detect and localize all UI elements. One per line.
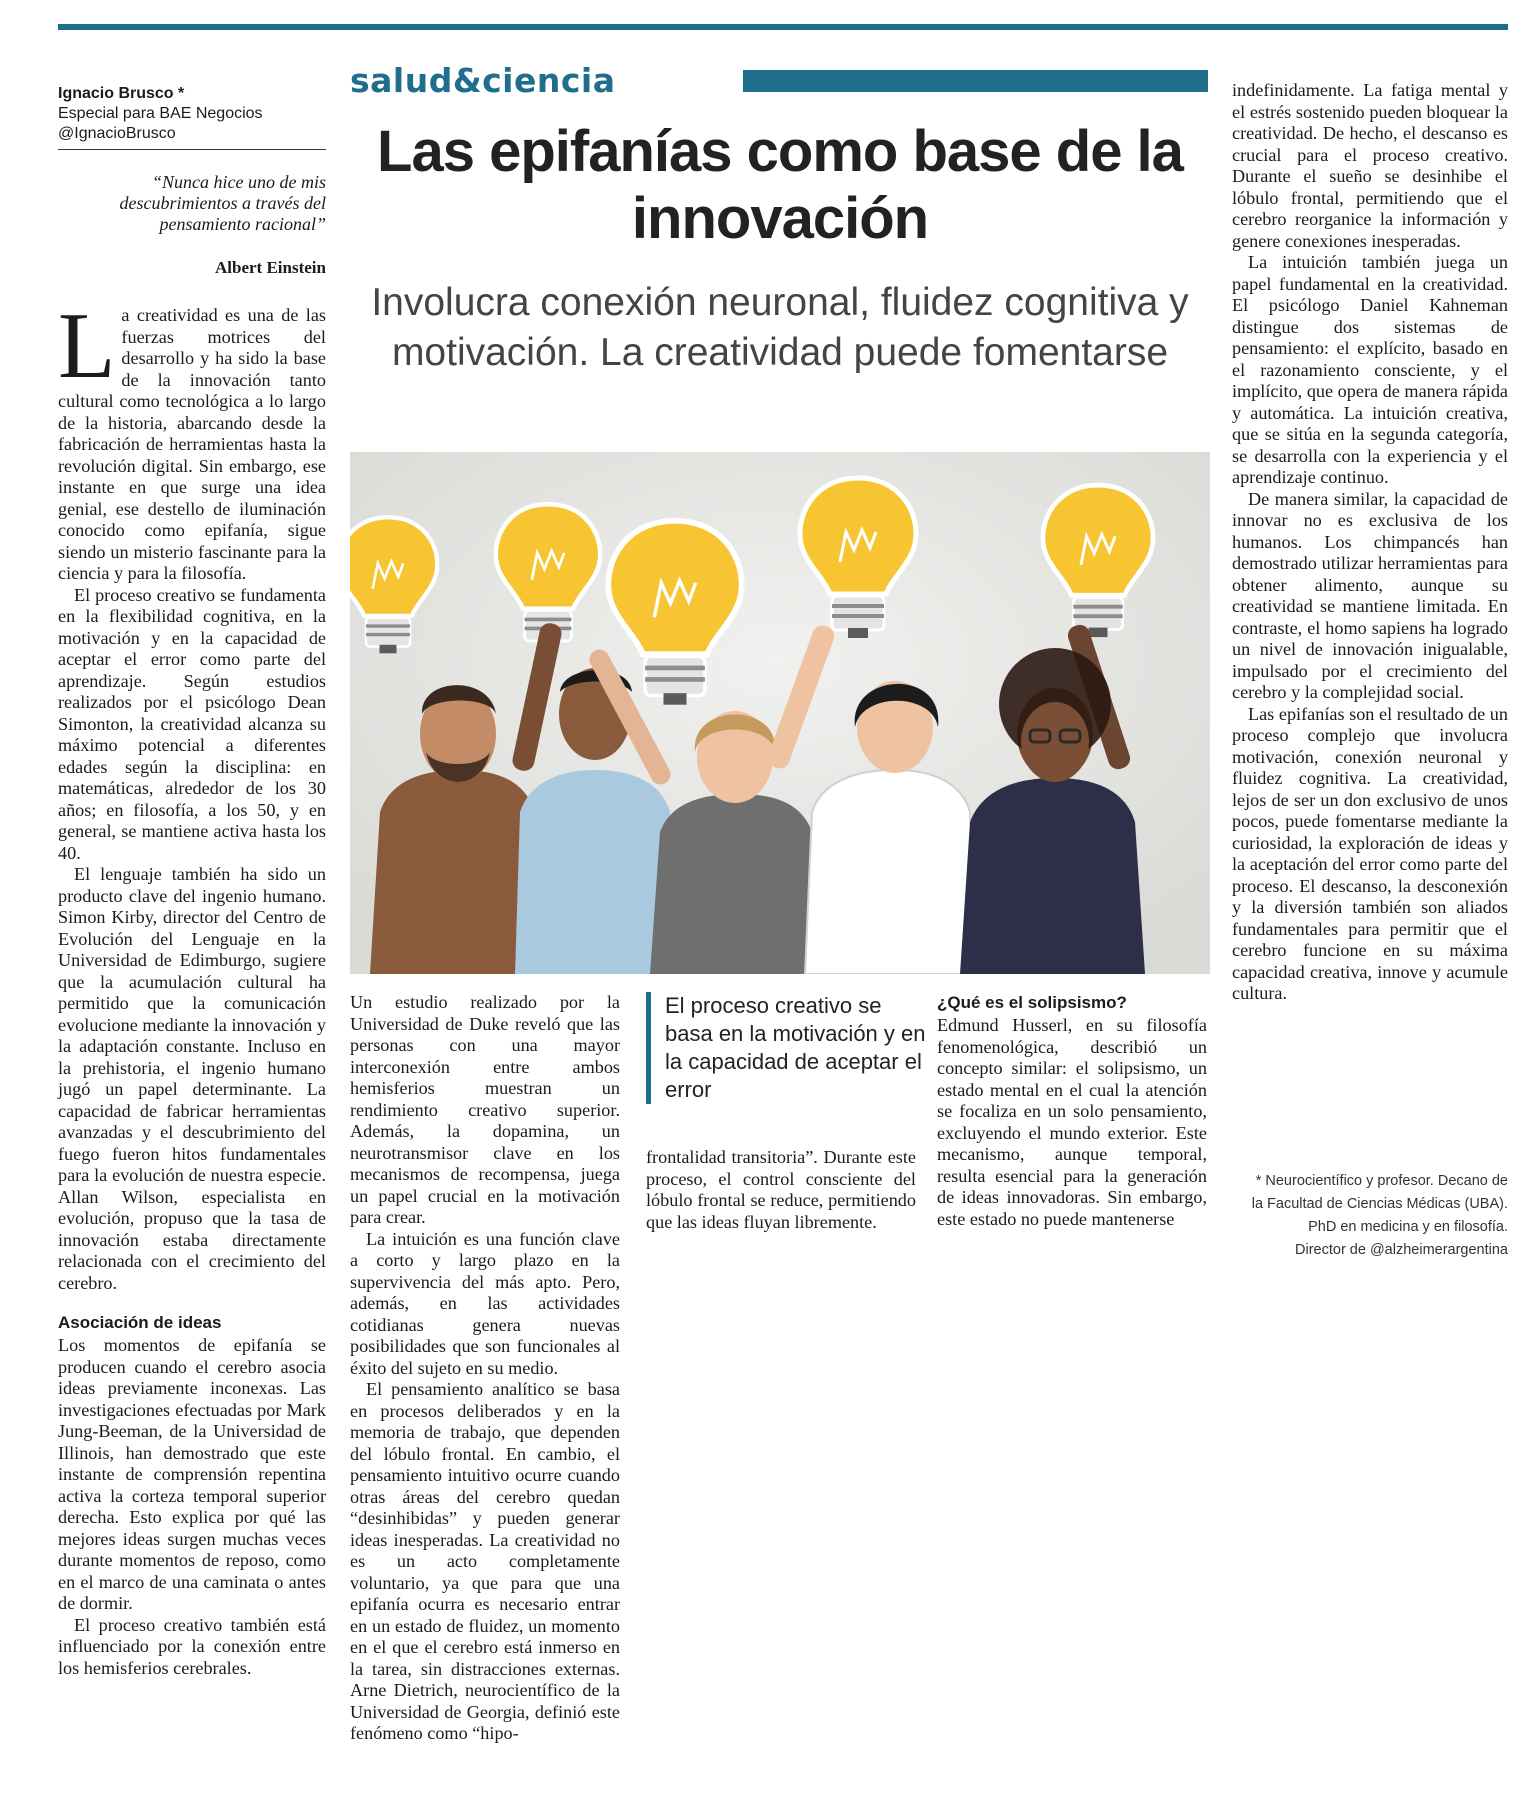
author-outlet: Especial para BAE Negocios [58, 105, 263, 122]
paragraph: Las epifanías son el resultado de un proceso complejo que involucra motivación, conexión neuronal y fluidez cognitiva. La creatividad, lejos de ser un don exclusivo de unos pocos, puede fomentarse mediante la curiosidad, la exploración de ideas y la aceptación del error como parte del proceso. El descanso, la desconexión y la diversión también son aliados fundamentales para permitir que el cerebro funcione en su máxima capacidad creativa, innove y acumule cultura. [1232, 703, 1508, 1003]
article-photo [350, 452, 1210, 974]
paragraph: El pensamiento analítico se basa en procesos deliberados y en la memoria de trabajo, que dependen del lóbulo frontal. En cambio, el pensamiento intuitivo ocurre cuando otras áreas del cerebro quedan “desinhibidas” y pueden generar ideas inesperadas. La creatividad no es un acto completamente voluntario, ya que para que una epifanía ocurra es necesario entrar en un estado de fluidez, un momento en el que el cerebro está inmerso en la tarea, sin distracciones externas. Arne Dietrich, neurocientífico de la Universidad de Georgia, definió este fenómeno como “hipo- [350, 1379, 620, 1743]
author-footnote [1232, 1170, 1508, 1262]
paragraph: El lenguaje también ha sido un producto clave del ingenio humano. Simon Kirby, director del Centro de Evolución del Lenguaje en la Universidad de Edimburgo, sugiere que la acumulación cultural ha permitido que la comunicación evolucione mediante la innovación y la adaptación constante. Incluso en la prehistoria, el ingenio humano jugó un papel determinante. La capacidad de fabricar herramientas avanzadas y el descubrimiento del fuego fueron hitos fundamentales para la evolución de nuestra especie. Allan Wilson, especialista en evolución, propuso que la tasa de innovación estaba directamente relacionada con el crecimiento del cerebro. [58, 864, 326, 1293]
epigraph-quote: “Nunca hice uno de mis descubrimientos a través del pensamiento racional” [119, 172, 326, 234]
headline: Las epifanías como base de la innovación [377, 119, 1183, 251]
paragraph: Un estudio realizado por la Universidad de Duke reveló que las personas con una mayor interconexión entre ambos hemisferios muestran un rendimiento creativo superior. Además, la dopamina, un neurotransmisor clave en los mecanismos de recompensa, juega un papel crucial en la motivación para crear. [350, 992, 620, 1227]
column-3 [646, 1147, 916, 1233]
byline-divider [58, 149, 326, 150]
footnote-line: Director de @alzheimerargentina [1295, 1242, 1508, 1258]
pull-quote: El proceso creativo se basa en la motivación y en la capacidad de aceptar el error [646, 992, 927, 1104]
paragraph: indefinidamente. La fatiga mental y el estrés sostenido pueden bloquear la creatividad. De hecho, el descanso es crucial para el proceso creativo. Durante el sueño se desinhibe el lóbulo frontal, permitiendo que el cerebro reorganice la información y genere conexiones inesperadas. [1232, 80, 1508, 251]
epigraph-author: Albert Einstein [215, 258, 326, 277]
paragraph: El proceso creativo se fundamenta en la flexibilidad cognitiva, en la motivación y en la capacidad de aceptar el error como parte del aprendizaje. Según estudios realizados por el psicólogo Dean Simonton, la creatividad alcanza su máximo potencial a diferentes edades según la disciplina: en matemáticas, alrededor de los 30 años; en filosofía, a los 50, y en general, se mantiene activa hasta los 40. [58, 584, 326, 863]
column-1 [58, 294, 326, 1679]
lead-paragraph [58, 294, 326, 585]
paragraph: Los momentos de epifanía se producen cuando el cerebro asocia ideas previamente inconexas. Las investigaciones efectuadas por Mark Jung-Beeman, de la Universidad de Illinois, han demostrado que este instante de comprensión repentina activa la corteza temporal superior derecha. Esto explica por qué las mejores ideas surgen muchas veces durante momentos de reposo, como en el marco de una caminata o antes de dormir. [58, 1335, 326, 1613]
footnote-line: * Neurocientífico y profesor. Decano de [1255, 1173, 1508, 1189]
top-rule [58, 24, 1508, 30]
author-handle[interactable]: @IgnacioBrusco [58, 125, 176, 142]
column-4 [937, 992, 1207, 1230]
column-2 [350, 992, 620, 1745]
deck: Involucra conexión neuronal, fluidez cognitiva y motivación. La creatividad puede fomentarse [371, 281, 1189, 374]
author-name: Ignacio Brusco * [58, 85, 185, 102]
section-bar [743, 70, 1208, 92]
subheading: ¿Qué es el solipsismo? [937, 993, 1127, 1012]
photo-illustration [350, 452, 1210, 974]
paragraph-text: a creatividad es una de las fuerzas motrices del desarrollo y ha sido la base de la innovación tanto cultural como tecnológica a lo largo de la historia, abarcando desde la fabricación de herramientas hasta la revolución digital. Sin embargo, ese instante en que surge una idea genial, ese destello de iluminación conocido como epifanía, sigue siendo un misterio fascinante para la ciencia y para la filosofía. [58, 305, 326, 583]
subheading: Asociación de ideas [58, 1313, 222, 1332]
byline [58, 84, 326, 144]
footnote-line: la Facultad de Ciencias Médicas (UBA). [1251, 1196, 1508, 1212]
drop-cap: L [58, 294, 116, 398]
paragraph: El proceso creativo también está influenciado por la conexión entre los hemisferios cerebrales. [58, 1614, 326, 1678]
footnote-line: PhD en medicina y en filosofía. [1308, 1219, 1508, 1235]
paragraph: La intuición también juega un papel fundamental en la creatividad. El psicólogo Daniel Kahneman distingue dos sistemas de pensamiento: el explícito, basado en el razonamiento consciente, y el implícito, que opera de manera rápida y automática. La intuición creativa, que se sitúa en la segunda categoría, se desarrolla con la experiencia y el aprendizaje continuo. [1232, 252, 1508, 487]
section-label: salud&ciencia [350, 61, 616, 100]
paragraph: De manera similar, la capacidad de innovar no es exclusiva de los humanos. Los chimpancés han demostrado utilizar herramientas para obtener alimento, aunque su creatividad se mantiene limitada. En contraste, el homo sapiens ha logrado un nivel de innovación inigualable, impulsado por el crecimiento del cerebro y la complejidad social. [1232, 488, 1508, 702]
paragraph: frontalidad transitoria”. Durante este proceso, el control consciente del lóbulo frontal se reduce, permitiendo que las ideas fluyan libremente. [646, 1147, 916, 1232]
column-5 [1232, 80, 1508, 1005]
paragraph: Edmund Husserl, en su filosofía fenomenológica, describió un concepto similar: el solipsismo, un estado mental en el cual la atención se focaliza en un solo pensamiento, excluyendo el mundo exterior. Este mecanismo, aunque temporal, resulta esencial para la generación de ideas innovadoras. Sin embargo, este estado no puede mantenerse [937, 1015, 1207, 1229]
paragraph: La intuición es una función clave a corto y largo plazo en la supervivencia del más apto. Pero, además, en las actividades cotidianas genera nuevas posibilidades que son funcionales al éxito del sujeto en su medio. [350, 1228, 620, 1378]
